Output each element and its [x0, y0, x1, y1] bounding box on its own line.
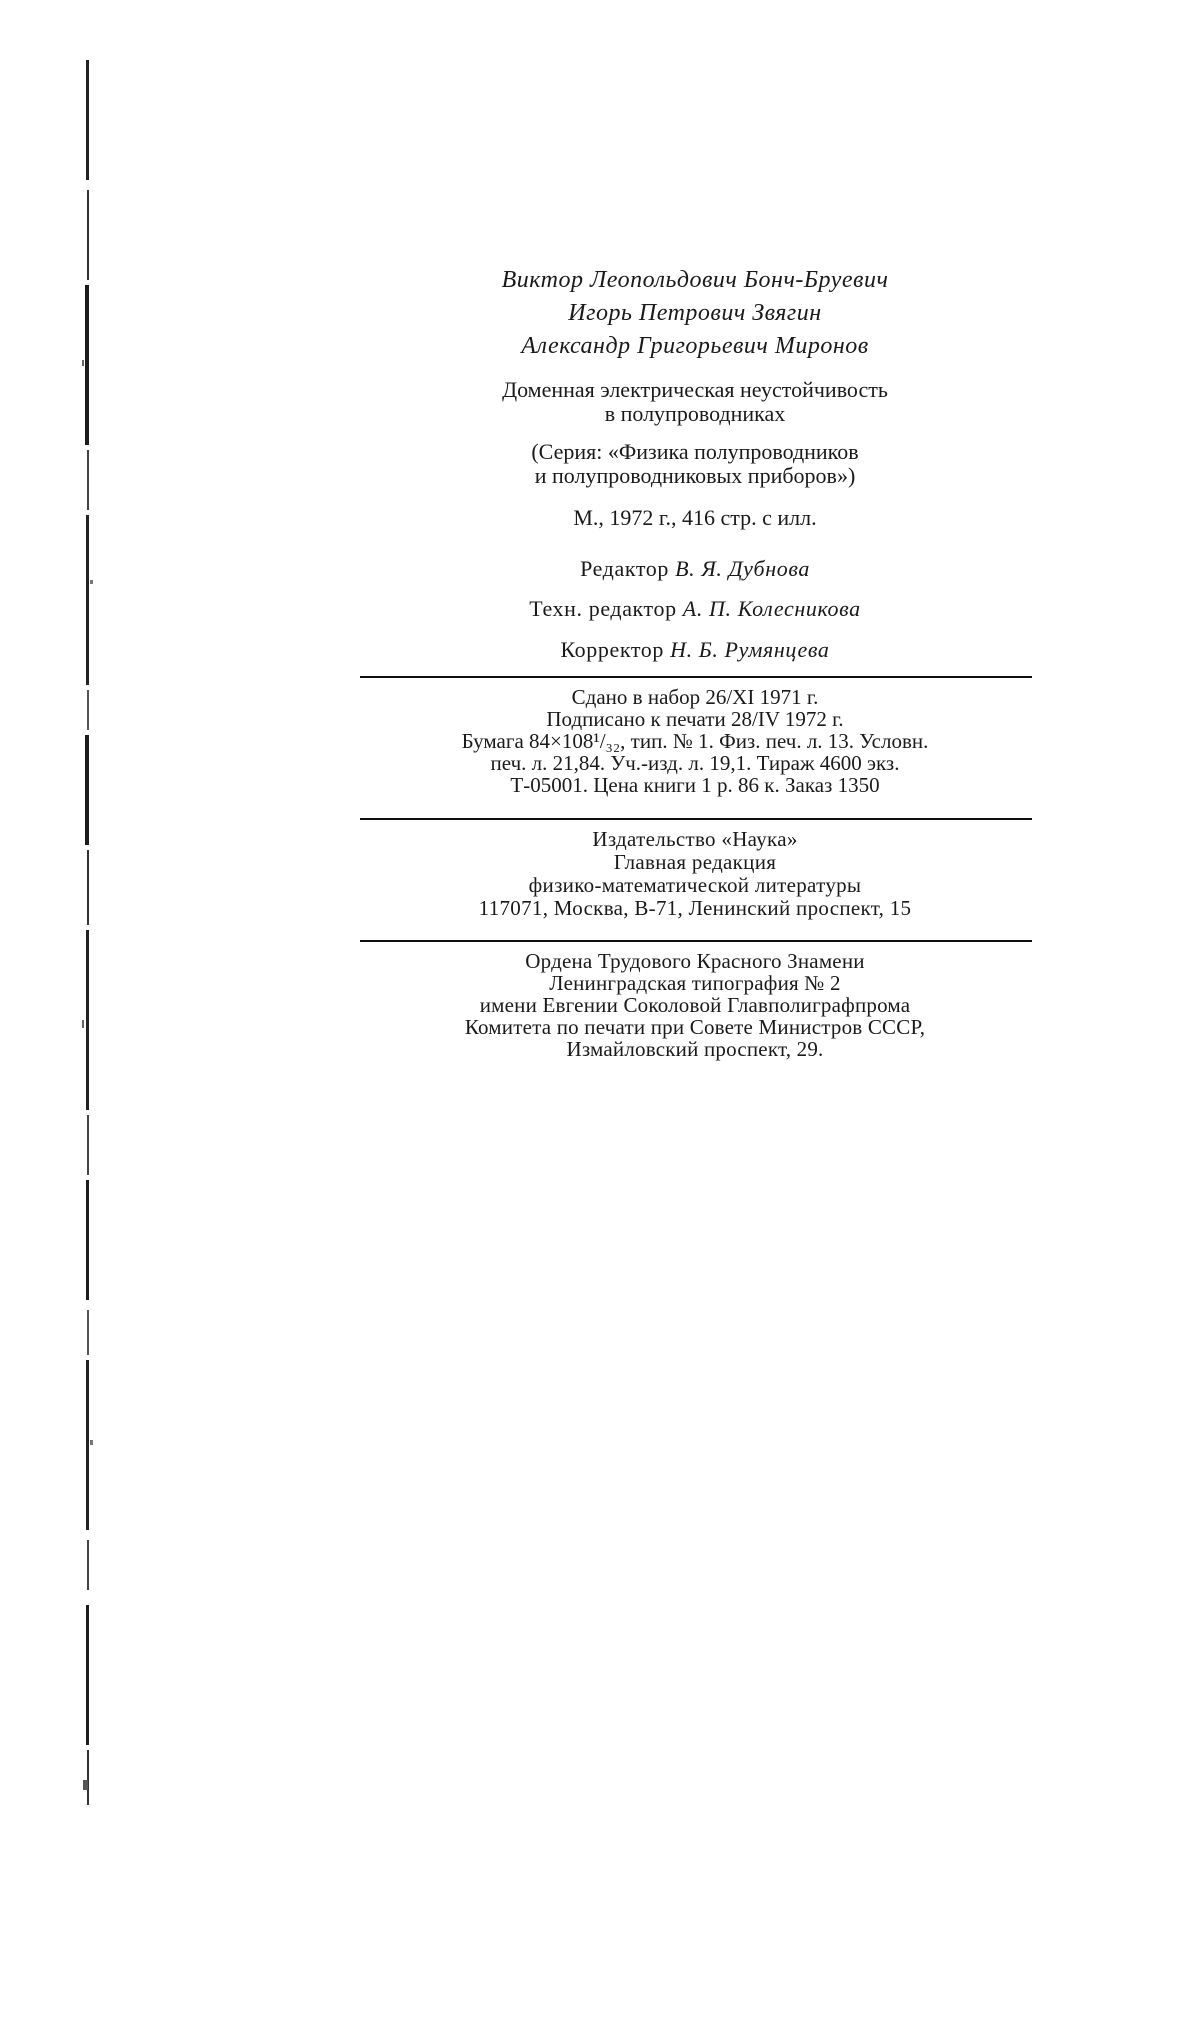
series-line: (Серия: «Физика полупроводников — [531, 439, 859, 464]
title-line: Доменная электрическая неустойчивость — [502, 377, 888, 402]
imprint-text: М., 1972 г., 416 стр. с илл. — [573, 505, 817, 530]
series-note — [355, 440, 1035, 488]
series-line: и полупроводниковых приборов») — [534, 463, 856, 488]
printing-line: Т-05001. Цена книги 1 р. 86 к. Заказ 1350 — [510, 773, 880, 797]
editor-name: В. Я. Дубнова — [675, 556, 810, 581]
tech-editor-name: А. П. Колесникова — [682, 596, 861, 621]
scan-binding-edge — [82, 60, 94, 1805]
printing-line: Подписано к печати 28/IV 1972 г. — [546, 707, 844, 731]
proofreader-credit — [355, 637, 1035, 663]
author-name: Игорь Петрович Звягин — [568, 300, 822, 326]
printing-line: печ. л. 21,84. Уч.-изд. л. 19,1. Тираж 4600 экз. — [490, 751, 900, 775]
imprint-line — [355, 506, 1035, 530]
printer-line: Измайловский проспект, 29. — [566, 1037, 824, 1061]
printer-line: имени Евгении Соколовой Главполиграфпрома — [479, 993, 911, 1017]
printer-line: Ленинградская типография № 2 — [549, 971, 841, 995]
proofreader-label: Корректор — [560, 637, 664, 662]
proofreader-name: Н. Б. Румянцева — [670, 637, 830, 662]
authors-block — [355, 264, 1035, 363]
book-title — [355, 378, 1035, 426]
printing-line: Бумага 84×108¹/₃₂, тип. № 1. Физ. печ. л. 13. Условн. — [461, 729, 929, 753]
divider-rule — [360, 940, 1032, 942]
editor-credit — [355, 556, 1035, 582]
author-name: Александр Григорьевич Миронов — [521, 333, 869, 359]
publisher-line: физико-математической литературы — [528, 873, 862, 897]
author-name: Виктор Леопольдович Бонч-Бруевич — [501, 267, 889, 293]
tech-editor-credit — [355, 596, 1035, 622]
divider-rule — [360, 676, 1032, 678]
publisher-line: Издательство «Наука» — [592, 827, 798, 851]
printer-line: Ордена Трудового Красного Знамени — [525, 949, 865, 973]
publisher-line: Главная редакция — [613, 850, 777, 874]
publisher-line: 117071, Москва, В-71, Ленинский проспект, 15 — [478, 896, 912, 920]
printer-block — [355, 950, 1035, 1060]
editor-label: Редактор — [580, 556, 669, 581]
tech-editor-label: Техн. редактор — [529, 596, 677, 621]
divider-rule — [360, 818, 1032, 820]
printer-line: Комитета по печати при Совете Министров СССР, — [464, 1015, 926, 1039]
publisher-block — [355, 828, 1035, 920]
title-line: в полупроводниках — [604, 401, 786, 426]
printing-line: Сдано в набор 26/XI 1971 г. — [571, 685, 819, 709]
printing-details — [355, 686, 1035, 796]
